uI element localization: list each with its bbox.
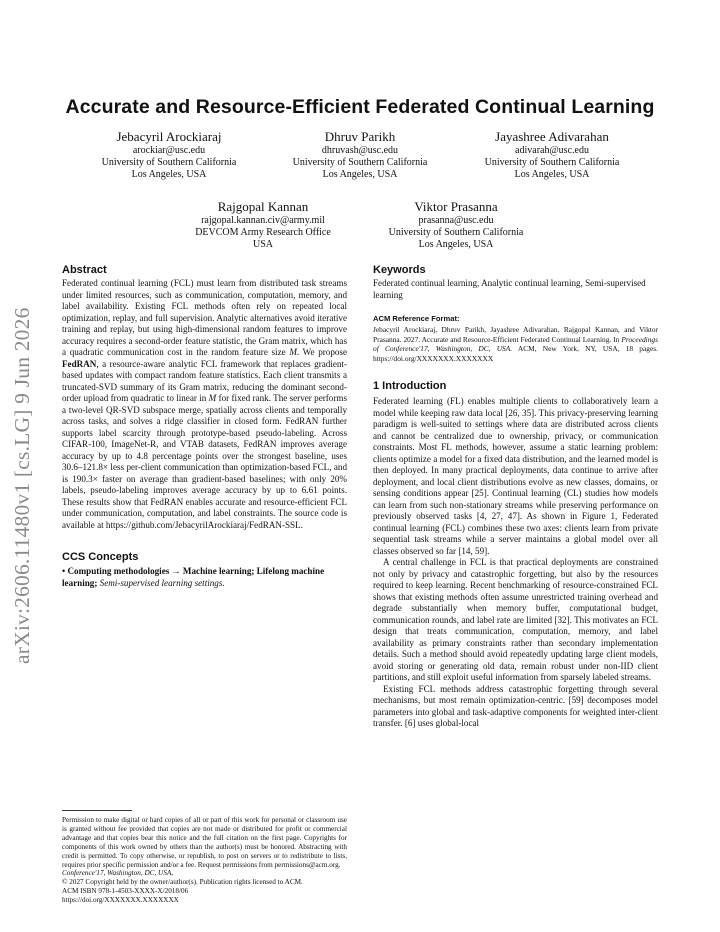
conference-line: Conference'17, Washington, DC, USA, bbox=[62, 869, 174, 878]
author-name: Rajgopal Kannan bbox=[217, 199, 309, 214]
author-block bbox=[361, 199, 551, 252]
keywords-heading: Keywords bbox=[373, 264, 426, 276]
copyright-footnote bbox=[62, 810, 347, 905]
author-name: Viktor Prasanna bbox=[414, 199, 498, 214]
permission-notice: Permission to make digital or hard copies of all or part of this work for personal or classroom use is granted without fee provided that copies are not made or distributed for profit or commercial advantage and that copies bear this notice and the full citation on the first page. Copyrights for components of this work owned by others than the author(s) must be honored. Abstracting with credit is permitted. To copy otherwise, or republish, to post on servers or to redistribute to lists, requires prior specific permission and/or a fee. Request permissions from permissions@acm.org. bbox=[62, 816, 347, 869]
acm-reference: Jebacyril Arockiaraj, Dhruv Parikh, Jayashree Adivarahan, Rajgopal Kannan, and Viktor Prasanna. 2027. Accurate and Resource-Efficient Federated Continual Learning. In Proceedings of Conference'17, Washington, DC, USA. ACM, New York, NY, USA, 18 pages. https://doi.org/XXXXXXX.XXXXXXX bbox=[373, 325, 658, 363]
author-email: prasanna@usc.edu bbox=[418, 215, 494, 226]
intro-paragraph-1: Federated learning (FL) enables multiple clients to collaboratively learn a model while keeping raw data local [26, 35]. This privacy-preserving learning paradigm is well-suited to settings where data are distributed across clients and cannot be centralized due to ownership, privacy, or communication constraints. Most FL methods, however, assume a static learning problem: clients optimize a model for a fixed data distribution, and the learned model is then deployed. In many practical deployments, data continue to arrive after deployment, and local client distributions evolve as new classes, domains, or sensing conditions appear [25]. Continual learning (CL) studies how models can learn from such non-stationary streams while preserving performance on previously observed tasks [4, 27, 47]. As shown in Figure 1, Federated continual learning (FCL) combines these two axes: clients learn from private sequential task streams while a server maintains a global model over all classes observed so far [14, 59]. bbox=[373, 396, 658, 556]
copyright-line: © 2027 Copyright held by the owner/author(s). Publication rights licensed to ACM. bbox=[62, 878, 303, 887]
author-affiliation: University of Southern California bbox=[388, 227, 524, 239]
arxiv-stamp-text: arXiv:2606.11480v1 [cs.LG] 9 Jun 2026 bbox=[10, 307, 34, 664]
acm-ref-heading: ACM Reference Format: bbox=[373, 314, 460, 323]
intro-heading: 1 Introduction bbox=[373, 380, 447, 393]
author-email: rajgopal.kannan.civ@army.mil bbox=[201, 215, 325, 226]
isbn-line: ACM ISBN 978-1-4503-XXXX-X/2018/06 bbox=[62, 887, 189, 896]
keywords-text: Federated continual learning, Analytic continual learning, Semi-supervised learning bbox=[373, 278, 646, 300]
author-block bbox=[457, 129, 647, 182]
abstract-text: Federated continual learning (FCL) must learn from distributed task streams under limited resources, such as communication, computation, memory, and label availability. Existing FCL methods often rely on repeated local optimization, replay, and full supervision. Analytic alternatives avoid iterative training and replay, but using high-dimensional random features to improve accuracy requires a second-order feature statistic, the Gram matrix, which has a quadratic communication cost in the random feature size M. We propose FedRAN, a resource-aware analytic FCL framework that replaces gradient-based updates with compact random feature statistics. Each client transmits a truncated-SVD summary of its Gram matrix, reducing the dominant second-order upload from quadratic to linear in M for fixed rank. The server performs a two-level QR-SVD subspace merge, spatially across clients and temporally across tasks, and solves a ridge classifier in closed form. FedRAN further supports label scarcity through prototype-based pseudo-labeling. Across CIFAR-100, ImageNet-R, and VTAB datasets, FedRAN improves average accuracy by up to 4.8 percentage points over the strongest baseline, uses 30.6–121.8× less per-client communication than optimization-based FCL, and is 190.3× faster on average than gradient-based baselines; with only 20% labels, pseudo-labeling improves average accuracy by up to 6.61 points. These results show that FedRAN enables accurate and resource-efficient FCL under communication, computation, and label constraints. The source code is available at https://github.com/JebacyrilArockiaraj/FedRAN-SSL. bbox=[62, 278, 347, 530]
author-block bbox=[168, 199, 358, 252]
author-name: Jebacyril Arockiaraj bbox=[116, 129, 222, 144]
author-location: Los Angeles, USA bbox=[514, 169, 590, 181]
doi-line: https://doi.org/XXXXXXX.XXXXXXX bbox=[62, 896, 179, 905]
ccs-concepts: • Computing methodologies → Machine learning; Lifelong machine learning; Semi-supervised learning settings. bbox=[62, 566, 325, 588]
author-affiliation: University of Southern California bbox=[101, 157, 237, 169]
left-column bbox=[62, 264, 347, 589]
right-column bbox=[373, 264, 658, 730]
author-affiliation: University of Southern California bbox=[484, 157, 620, 169]
arxiv-stamp bbox=[10, 268, 44, 664]
author-block bbox=[265, 129, 455, 182]
author-email: dhruvash@usc.edu bbox=[321, 145, 399, 156]
author-block bbox=[74, 129, 264, 182]
author-name: Dhruv Parikh bbox=[324, 129, 396, 144]
author-name: Jayashree Adivarahan bbox=[495, 129, 609, 144]
author-location: USA bbox=[252, 239, 273, 251]
author-location: Los Angeles, USA bbox=[322, 169, 398, 181]
author-affiliation: University of Southern California bbox=[292, 157, 428, 169]
author-location: Los Angeles, USA bbox=[131, 169, 207, 181]
paper-title: Accurate and Resource-Efficient Federated Continual Learning bbox=[65, 96, 655, 118]
abstract-heading: Abstract bbox=[62, 264, 107, 276]
ccs-heading: CCS Concepts bbox=[62, 551, 139, 563]
intro-paragraph-2: A central challenge in FCL is that practical deployments are constrained not only by privacy and catastrophic forgetting, but also by the resources required to keep learning. Recent benchmarking of resource-constrained FCL shows that existing methods often assume unrestricted training overhead and degrade substantially when memory buffer, computational budget, communication rounds, and label rate are limited [32]. This motivates an FCL design that treats communication, computation, memory, and label availability as primary constraints rather than secondary implementation details. Such a method should avoid repeatedly updating large client models, avoid storing or generating old data, remain robust under non-IID client partitions, and still exploit useful information from sparsely labeled streams. bbox=[373, 557, 658, 683]
author-email: arockiar@usc.edu bbox=[132, 145, 206, 156]
author-email: adivarah@usc.edu bbox=[515, 145, 589, 156]
author-location: Los Angeles, USA bbox=[418, 239, 494, 251]
author-affiliation: DEVCOM Army Research Office bbox=[195, 227, 331, 239]
intro-paragraph-3: Existing FCL methods address catastrophic forgetting through several mechanisms, but most remain optimization-centric. [59] decomposes model parameters into global and task-adaptive components for weighted inter-client transfer. [6] uses global-local bbox=[373, 683, 658, 729]
footnote-rule bbox=[62, 810, 132, 811]
